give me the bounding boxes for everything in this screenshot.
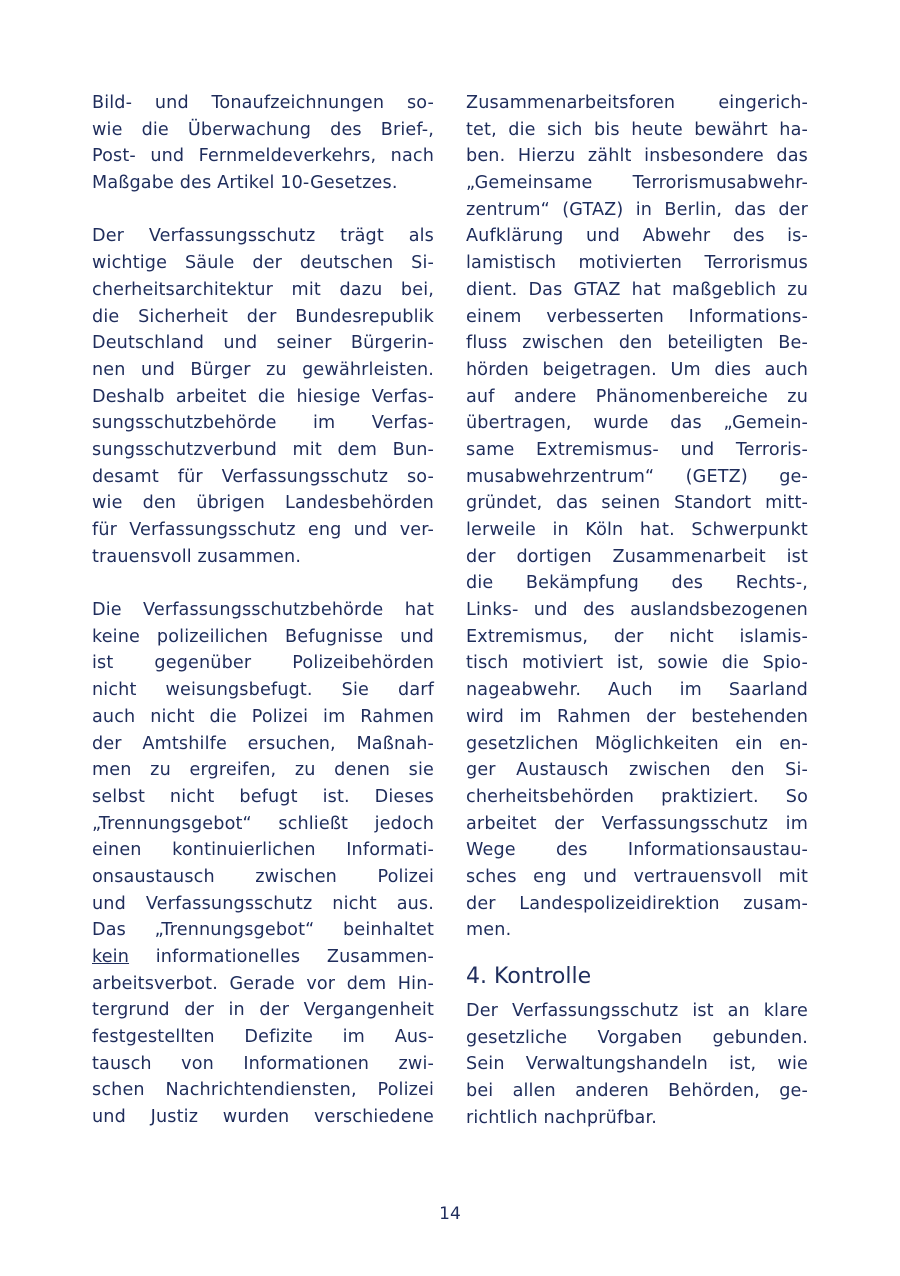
right-column (466, 90, 808, 1131)
text-line: auch nicht die Polizei im Rahmen (92, 706, 434, 727)
text-line: trauensvoll zusammen. (92, 546, 302, 567)
left-column (92, 90, 434, 1131)
text-line: die Sicherheit der Bundesrepublik (92, 306, 434, 327)
text-line: „Gemeinsame Terrorismusabwehr- (466, 173, 808, 194)
text-line: ben. Hierzu zählt insbesondere das (466, 146, 808, 167)
text-line: einem verbesserten Informations- (466, 306, 808, 327)
text-line: wichtige Säule der deutschen Si- (92, 253, 434, 274)
text-line: der dortigen Zusammenarbeit ist (466, 546, 808, 567)
text-line: wie die Überwachung des Brief-, (92, 119, 434, 140)
paragraph-artikel-10 (92, 90, 434, 197)
text-line: sches eng und vertrauensvoll mit (466, 866, 808, 887)
text-line: wird im Rahmen der bestehenden (466, 706, 808, 727)
text-line: keine polizeilichen Befugnisse und (92, 626, 434, 647)
text-line: auf andere Phänomenbereiche zu (466, 386, 808, 407)
section-heading-kontrolle: 4. Kontrolle (466, 964, 592, 989)
text-line: gründet, das seinen Standort mitt- (466, 493, 808, 514)
text-line: same Extremismus- und Terroris- (466, 439, 808, 460)
paragraph-kontrolle (466, 998, 808, 1131)
text-line: gesetzlichen Möglichkeiten ein en- (466, 733, 808, 754)
text-line: selbst nicht befugt ist. Dieses (92, 786, 434, 807)
text-line: gesetzliche Vorgaben gebunden. (466, 1027, 808, 1048)
text-line: bei allen anderen Behörden, ge- (466, 1081, 808, 1102)
text-line: schen Nachrichtendiensten, Polizei (92, 1080, 434, 1101)
text-line: tisch motiviert ist, sowie die Spio- (466, 653, 808, 674)
text-fragment: informationelles Zusammen- (129, 947, 434, 967)
text-line: arbeitet der Verfassungsschutz im (466, 813, 808, 834)
text-line: die Bekämpfung des Rechts-, (466, 573, 808, 594)
text-line: Der Verfassungsschutz trägt als (92, 226, 434, 247)
text-line: hörden beigetragen. Um dies auch (466, 359, 808, 380)
text-line: Deutschland und seiner Bürgerin- (92, 333, 434, 354)
text-line: onsaustausch zwischen Polizei (92, 866, 434, 887)
page-number: 14 (439, 1204, 461, 1224)
text-line: und Verfassungsschutz nicht aus. (92, 893, 434, 914)
text-line: ist gegenüber Polizeibehörden (92, 653, 434, 674)
text-line: sungsschutzverbund mit dem Bun- (92, 439, 434, 460)
paragraph-sicherheitsarchitektur (92, 223, 434, 570)
text-line: men. (466, 920, 512, 941)
text-line: arbeitsverbot. Gerade vor dem Hin- (92, 973, 434, 994)
paragraph-zusammenarbeitsforen (466, 90, 808, 944)
text-line: Das „Trennungsgebot“ beinhaltet (92, 920, 434, 941)
text-line-with-underline (92, 944, 434, 971)
text-line: Extremismus, der nicht islamis- (466, 626, 808, 647)
text-line: übertragen, wurde das „Gemein- (466, 413, 808, 434)
text-line: für Verfassungsschutz eng und ver- (92, 520, 434, 540)
text-line: Aufklärung und Abwehr des is- (466, 226, 808, 247)
text-line: nageabwehr. Auch im Saarland (466, 680, 808, 701)
text-line: Bild- und Tonaufzeichnungen so- (92, 93, 434, 113)
text-line: Der Verfassungsschutz ist an klare (466, 1001, 808, 1021)
text-line: wie den übrigen Landesbehörden (92, 493, 434, 514)
text-line: musabwehrzentrum“ (GETZ) ge- (466, 466, 808, 487)
text-line: Deshalb arbeitet die hiesige Verfas- (92, 386, 434, 407)
text-line: desamt für Verfassungsschutz so- (92, 466, 434, 487)
text-line: Die Verfassungsschutzbehörde hat (92, 600, 434, 621)
text-line: Zusammenarbeitsforen eingerich- (466, 93, 808, 113)
text-line: Maßgabe des Artikel 10-Gesetzes. (92, 173, 398, 194)
text-line: und Justiz wurden verschiedene (92, 1107, 434, 1128)
text-line: tergrund der in der Vergangenheit (92, 1000, 434, 1021)
underlined-word: kein (92, 947, 130, 967)
text-line: cherheitsarchitektur mit dazu bei, (92, 279, 434, 300)
text-line: Links- und des auslandsbezogenen (466, 600, 808, 621)
text-line: men zu ergreifen, zu denen sie (92, 760, 434, 781)
text-line: der Amtshilfe ersuchen, Maßnah- (92, 733, 434, 754)
text-line: der Landespolizeidirektion zusam- (466, 893, 808, 914)
text-line: ger Austausch zwischen den Si- (466, 760, 808, 781)
text-line: tet, die sich bis heute bewährt ha- (466, 119, 808, 140)
text-line: einen kontinuierlichen Informati- (92, 840, 434, 861)
text-line: Wege des Informationsaustau- (466, 840, 808, 861)
text-line: lerweile in Köln hat. Schwerpunkt (466, 520, 808, 540)
text-line: Post- und Fernmeldeverkehrs, nach (92, 146, 434, 167)
text-line: festgestellten Defizite im Aus- (92, 1027, 434, 1048)
text-line: nicht weisungsbefugt. Sie darf (92, 680, 434, 701)
text-line: „Trennungsgebot“ schließt jedoch (92, 813, 434, 834)
text-line: richtlich nachprüfbar. (466, 1107, 657, 1128)
text-line: cherheitsbehörden praktiziert. So (466, 786, 808, 807)
text-line: dient. Das GTAZ hat maßgeblich zu (466, 279, 808, 300)
text-line: zentrum“ (GTAZ) in Berlin, das der (466, 199, 808, 220)
text-line: nen und Bürger zu gewährleisten. (92, 359, 434, 380)
paragraph-trennungsgebot (92, 597, 434, 1131)
text-line: sungsschutzbehörde im Verfas- (92, 413, 434, 434)
text-line: tausch von Informationen zwi- (92, 1053, 434, 1074)
text-line: Sein Verwaltungshandeln ist, wie (466, 1054, 808, 1075)
text-line: lamistisch motivierten Terrorismus (466, 253, 808, 274)
text-line: fluss zwischen den beteiligten Be- (466, 333, 808, 354)
